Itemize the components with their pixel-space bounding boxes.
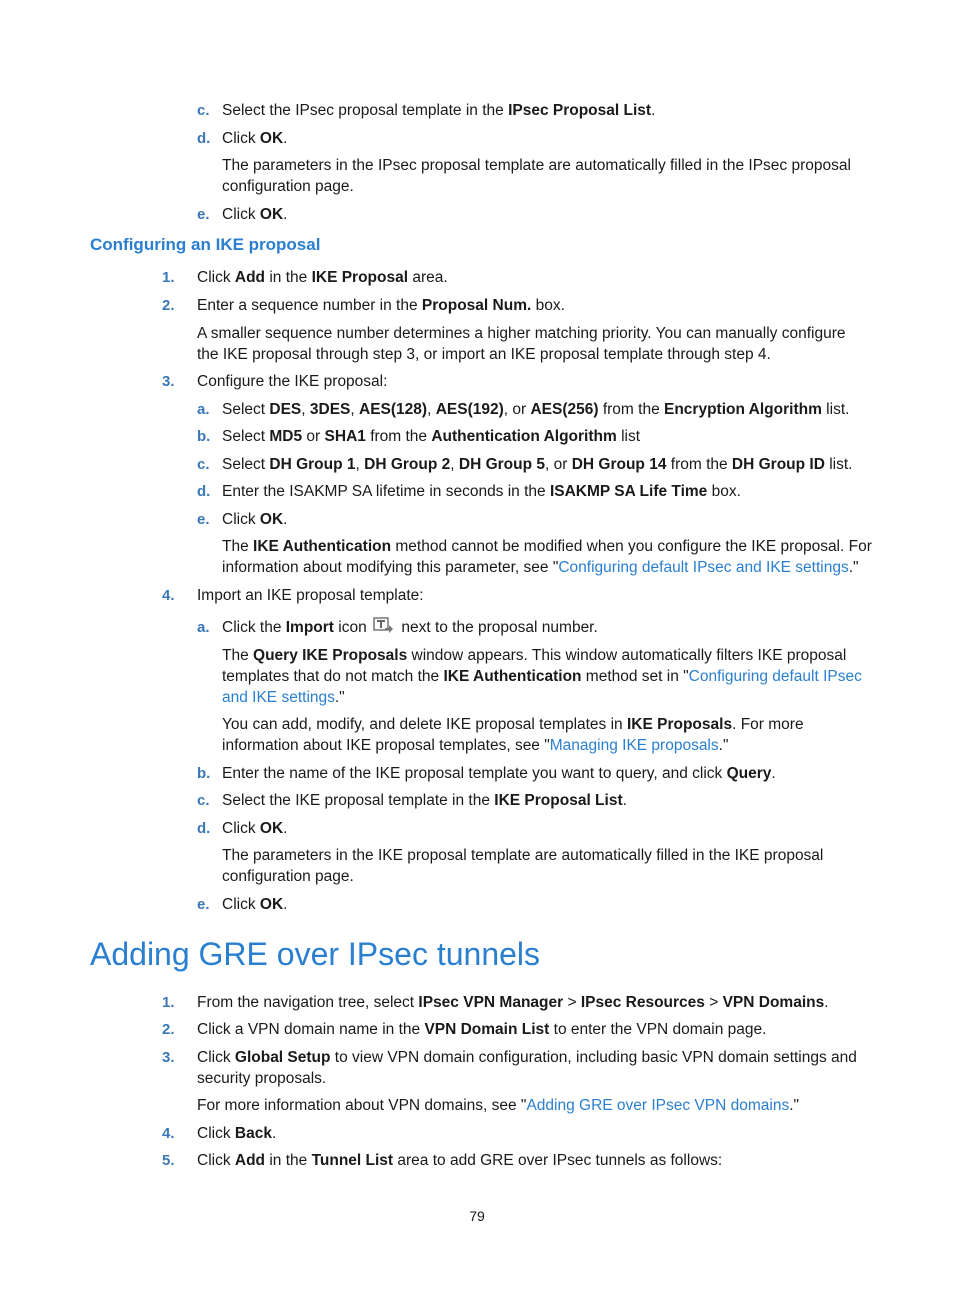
link-default-ipsec-ike-cont[interactable]: and IKE settings <box>222 689 335 706</box>
list-marker: a. <box>197 401 210 418</box>
list-marker: b. <box>197 428 211 445</box>
step-text: From the navigation tree, select IPsec VPN Manager > IPsec Resources > VPN Domains. <box>197 994 829 1011</box>
list-marker: 1. <box>162 269 175 286</box>
list-marker: e. <box>197 511 210 528</box>
list-marker: 2. <box>162 297 175 314</box>
step-text: Select the IPsec proposal template in the IPsec Proposal List. <box>222 102 656 119</box>
list-marker: 1. <box>162 994 175 1011</box>
step-text: Click Add in the IKE Proposal area. <box>197 269 448 286</box>
note-text: You can add, modify, and delete IKE proposal templates in IKE Proposals. For more <box>222 716 804 733</box>
list-marker: c. <box>197 792 210 809</box>
note-text: For more information about VPN domains, see "Adding GRE over IPsec VPN domains." <box>197 1097 800 1114</box>
note-text: The IKE Authentication method cannot be modified when you configure the IKE proposal. For <box>222 538 872 555</box>
step-text: Enter the ISAKMP SA lifetime in seconds in the ISAKMP SA Life Time box. <box>222 483 741 500</box>
list-marker: 2. <box>162 1021 175 1038</box>
list-marker: 4. <box>162 587 175 604</box>
list-marker: d. <box>197 130 211 147</box>
note-text: information about modifying this parameter, see "Configuring default IPsec and IKE settings." <box>222 559 859 576</box>
list-marker: e. <box>197 206 210 223</box>
step-text: Click a VPN domain name in the VPN Domain List to enter the VPN domain page. <box>197 1021 767 1038</box>
note-text: The parameters in the IKE proposal template are automatically filled in the IKE proposal <box>222 847 824 864</box>
step-text: Select DH Group 1, DH Group 2, DH Group 5, or DH Group 14 from the DH Group ID list. <box>222 456 853 473</box>
note-text: A smaller sequence number determines a higher matching priority. You can manually configure <box>197 325 846 342</box>
chapter-heading: Adding GRE over IPsec tunnels <box>90 936 541 972</box>
step-text: Click Back. <box>197 1125 277 1142</box>
list-marker: c. <box>197 456 210 473</box>
list-marker: d. <box>197 483 211 500</box>
note-text: and IKE settings." <box>222 689 345 706</box>
step-text: security proposals. <box>197 1070 327 1087</box>
step-text: Click the Import icon next to the proposal number. <box>222 617 598 641</box>
step-text: Select the IKE proposal template in the IKE Proposal List. <box>222 792 627 809</box>
step-text: Configure the IKE proposal: <box>197 373 388 390</box>
note-text: the IKE proposal through step 3, or import an IKE proposal template through step 4. <box>197 346 771 363</box>
note-text: templates that do not match the IKE Authentication method set in "Configuring default IPsec <box>222 668 862 685</box>
list-marker: e. <box>197 896 210 913</box>
step-text: Click OK. <box>222 511 288 528</box>
list-marker: b. <box>197 765 211 782</box>
list-marker: 3. <box>162 1049 175 1066</box>
import-icon <box>373 617 395 641</box>
section-heading: Configuring an IKE proposal <box>90 235 321 254</box>
note-text: The parameters in the IPsec proposal template are automatically filled in the IPsec proposal <box>222 157 851 174</box>
step-text: Import an IKE proposal template: <box>197 587 424 604</box>
note-text: The Query IKE Proposals window appears. This window automatically filters IKE proposal <box>222 647 847 664</box>
note-text: configuration page. <box>222 868 354 885</box>
list-marker: a. <box>197 619 210 636</box>
step-text: Click OK. <box>222 896 288 913</box>
step-text: Click Global Setup to view VPN domain configuration, including basic VPN domain settings and <box>197 1049 857 1066</box>
link-managing-ike-proposals[interactable]: Managing IKE proposals <box>549 737 719 754</box>
link-default-ipsec-ike[interactable]: Configuring default IPsec and IKE settings <box>558 559 849 576</box>
note-text: configuration page. <box>222 178 354 195</box>
list-marker: 5. <box>162 1152 175 1169</box>
step-text: Click Add in the Tunnel List area to add GRE over IPsec tunnels as follows: <box>197 1152 723 1169</box>
step-text: Click OK. <box>222 820 288 837</box>
list-marker: 4. <box>162 1125 175 1142</box>
step-text: Click OK. <box>222 130 288 147</box>
list-marker: c. <box>197 102 210 119</box>
step-text: Enter a sequence number in the Proposal Num. box. <box>197 297 565 314</box>
step-text: Select DES, 3DES, AES(128), AES(192), or AES(256) from the Encryption Algorithm list. <box>222 401 850 418</box>
list-marker: d. <box>197 820 211 837</box>
step-text: Select MD5 or SHA1 from the Authentication Algorithm list <box>222 428 641 445</box>
note-text: information about IKE proposal templates, see "Managing IKE proposals." <box>222 737 729 754</box>
link-default-ipsec-ike[interactable]: Configuring default IPsec <box>688 668 862 685</box>
step-text: Enter the name of the IKE proposal template you want to query, and click Query. <box>222 765 776 782</box>
page-number: 79 <box>469 1208 485 1224</box>
step-text: Click OK. <box>222 206 288 223</box>
link-gre-vpn-domains[interactable]: Adding GRE over IPsec VPN domains <box>526 1097 790 1114</box>
list-marker: 3. <box>162 373 175 390</box>
